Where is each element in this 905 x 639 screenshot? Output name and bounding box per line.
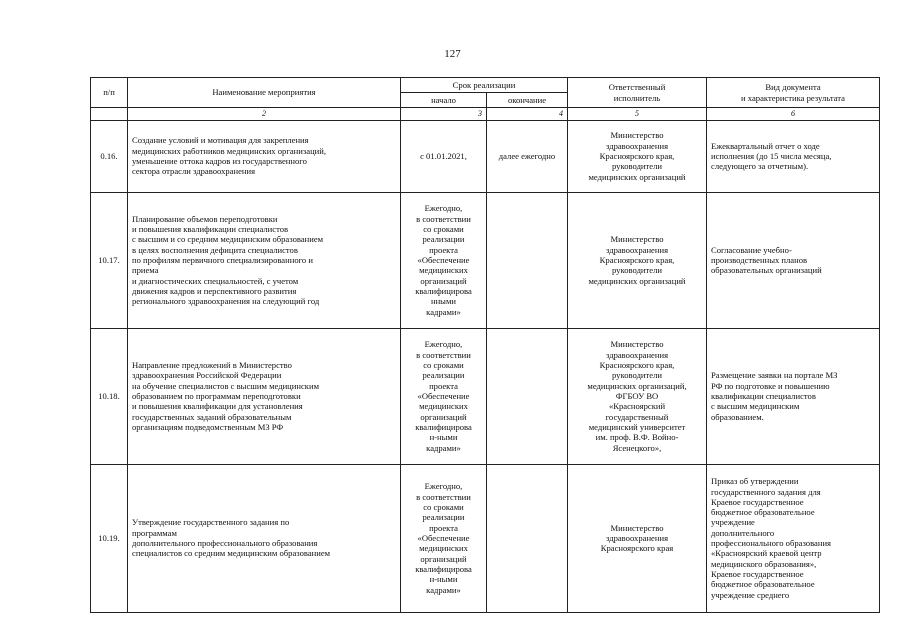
row-end	[487, 464, 568, 612]
row-doc: Ежеквартальный отчет о ходе исполнения (до 15 числа месяца, следующего за отчетным).	[707, 120, 880, 192]
header-doc: Вид документа и характеристика результата	[707, 78, 880, 108]
row-start: Ежегодно, в соответствии со сроками реализации проекта «Обеспечение медицинских организаций квалифицирова н-ными кадрами»	[401, 464, 487, 612]
table-row	[91, 120, 880, 192]
row-responsible: Министерство здравоохранения Красноярского края, руководители медицинских организаций	[568, 120, 707, 192]
row-doc: Размещение заявки на портале МЗ РФ по подготовке и повышению квалификации специалистов с высшим медицинским образованием.	[707, 328, 880, 464]
table-row	[91, 192, 880, 328]
page-number: 127	[444, 48, 461, 60]
col-number: 4	[487, 108, 568, 121]
header-name: Наименование мероприятия	[128, 78, 401, 108]
row-end	[487, 328, 568, 464]
row-num: 0.16.	[91, 120, 128, 192]
header-num: п/п	[91, 78, 128, 108]
row-start: Ежегодно, в соответствии со сроками реализации проекта «Обеспечение медицинских организаций квалифицирова нными кадрами»	[401, 192, 487, 328]
plan-table	[90, 77, 880, 613]
row-doc: Согласование учебно- производственных планов образовательных организаций	[707, 192, 880, 328]
row-num: 10.17.	[91, 192, 128, 328]
col-number: 5	[568, 108, 707, 121]
header-responsible: Ответственный исполнитель	[568, 78, 707, 108]
row-doc: Приказ об утверждении государственного задания для Краевое государственное бюджетное образовательное учреждение дополнительного профессионального образования «Красноярский краевой центр медицинского образования», Краевое государственное бюджетное образовательное учреждение среднего	[707, 464, 880, 612]
column-number-row	[91, 108, 880, 121]
row-start: Ежегодно, в соответствии со сроками реализации проекта «Обеспечение медицинских организаций квалифицирова н-ными кадрами»	[401, 328, 487, 464]
row-responsible: Министерство здравоохранения Красноярского края, руководители медицинских организаций, ФГБОУ ВО «Красноярский государственный медицинский университет им. проф. В.Ф. Войно- Ясенецкого»,	[568, 328, 707, 464]
row-start: с 01.01.2021,	[401, 120, 487, 192]
row-name: Планирование объемов переподготовки и повышения квалификации специалистов с высшим и со средним медицинским образованием в целях восполнения дефицита специалистов по профилям первичного специализированного и приема и диагностических специальностей, с учетом движения кадров и перспективного развития регионального здравоохранения на следующий год	[128, 192, 401, 328]
row-name: Создание условий и мотивация для закрепления медицинских работников медицинских организаций, уменьшение оттока кадров из государственного сектора отрасли здравоохранения	[128, 120, 401, 192]
header-term: Срок реализации	[401, 78, 568, 93]
header-term-end: окончание	[487, 93, 568, 108]
table-row	[91, 328, 880, 464]
col-number: 3	[401, 108, 487, 121]
row-end	[487, 192, 568, 328]
col-number: 6	[707, 108, 880, 121]
row-responsible: Министерство здравоохранения Красноярского края	[568, 464, 707, 612]
header-term-start: начало	[401, 93, 487, 108]
row-end: далее ежегодно	[487, 120, 568, 192]
row-responsible: Министерство здравоохранения Красноярского края, руководители медицинских организаций	[568, 192, 707, 328]
row-name: Утверждение государственного задания по программам дополнительного профессионального образования специалистов со средним медицинским образованием	[128, 464, 401, 612]
table-row	[91, 464, 880, 612]
header-row-1	[91, 78, 880, 93]
col-number: 2	[128, 108, 401, 121]
row-num: 10.19.	[91, 464, 128, 612]
row-name: Направление предложений в Министерство здравоохранения Российской Федерации на обучение специалистов с высшим медицинским образованием по программам переподготовки и повышения квалификации для установления государственных заданий образовательным организациям подведомственным МЗ РФ	[128, 328, 401, 464]
row-num: 10.18.	[91, 328, 128, 464]
col-number	[91, 108, 128, 121]
